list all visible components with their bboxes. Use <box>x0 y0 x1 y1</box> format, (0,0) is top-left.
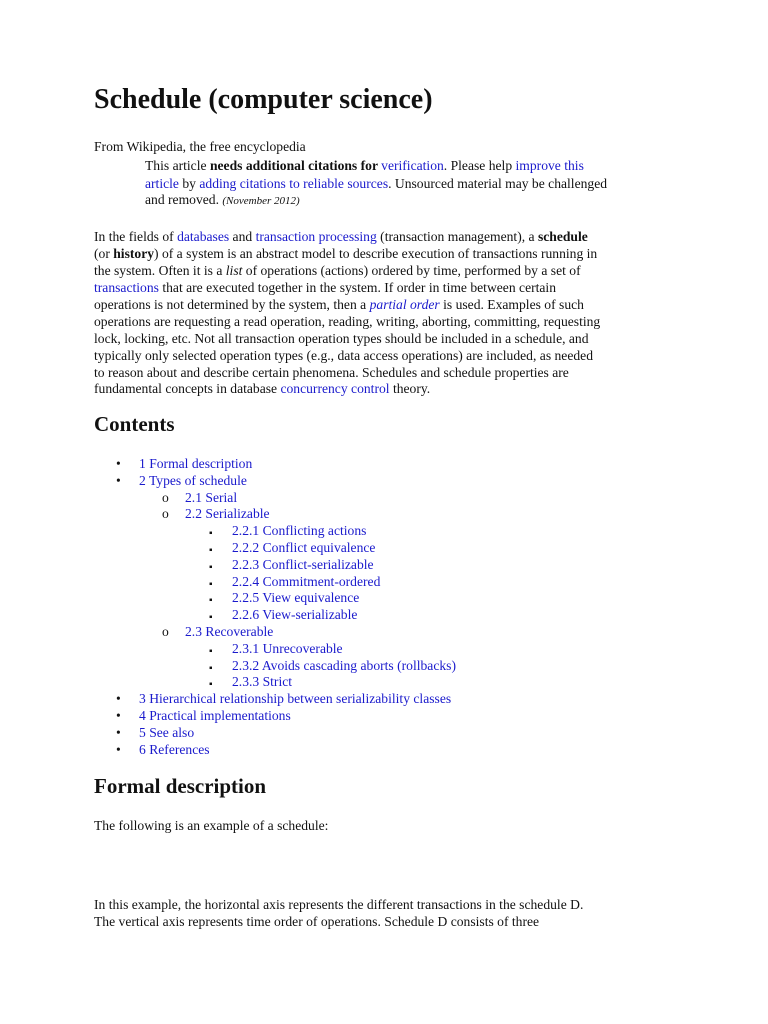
intro-text: that are executed together in the system. If order in time between certain <box>158 280 557 295</box>
toc-bullet: • <box>116 472 121 488</box>
toc-item-link[interactable]: 2.3.3 Strict <box>232 674 293 690</box>
toc-item-link[interactable]: 2.2.6 View-serializable <box>232 607 358 623</box>
toc-bullet: o <box>162 489 169 505</box>
intro-text: (or <box>94 246 114 261</box>
toc-item-link[interactable]: 6 References <box>139 741 210 757</box>
intro-line-9: to reason about and describe certain phenomena. Schedules and schedule properties are <box>94 365 569 380</box>
page-title: Schedule (computer science) <box>94 84 433 115</box>
schedule-term: schedule <box>537 229 588 244</box>
toc-item-link[interactable]: 2.2.3 Conflict-serializable <box>232 556 374 572</box>
intro-text: is used. Examples of such <box>439 297 584 312</box>
toc-bullet: ▪ <box>209 612 213 624</box>
toc-item-link[interactable]: 2.3.2 Avoids cascading aborts (rollbacks) <box>232 657 456 673</box>
toc-bullet: ▪ <box>209 561 213 573</box>
concurrency-control-link[interactable]: concurrency control <box>280 381 390 396</box>
notice-bold-text: needs additional citations for <box>209 158 382 173</box>
notice-text: . Unsourced material may be challenged <box>388 176 608 191</box>
partial-order-link[interactable]: partial order <box>369 297 440 312</box>
intro-text: of operations (actions) ordered by time, performed by a set of <box>242 263 581 278</box>
section-heading-formal-description: Formal description <box>94 774 267 798</box>
improve-article-link-cont[interactable]: article <box>145 176 179 191</box>
toc-item-link[interactable]: 2.3.1 Unrecoverable <box>232 640 343 656</box>
intro-line-7: lock, locking, etc. Not all transaction operation types should be included in a schedule, and <box>94 331 589 346</box>
toc-bullet: • <box>116 741 121 757</box>
notice-text: This article <box>145 158 210 173</box>
notice-date: (November 2012) <box>222 195 300 207</box>
intro-text: operations is not determined by the system, then a <box>94 297 370 312</box>
notice-line-1 <box>145 157 584 174</box>
toc-bullet: ▪ <box>209 545 213 556</box>
improve-article-link[interactable]: improve this <box>515 158 584 173</box>
databases-link[interactable]: databases <box>177 229 230 244</box>
intro-text: fundamental concepts in database <box>94 381 281 396</box>
toc-item-link[interactable]: 2.2.2 Conflict equivalence <box>232 540 376 555</box>
toc-item-link[interactable]: 3 Hierarchical relationship between serializability classes <box>139 691 452 707</box>
toc-item-link[interactable]: 2 Types of schedule <box>139 472 247 488</box>
formal-text-2: In this example, the horizontal axis represents the different transactions in the schedule D. <box>94 897 584 912</box>
intro-text: In the fields of <box>94 229 178 244</box>
history-term: history <box>113 246 155 261</box>
toc-bullet: o <box>162 506 169 522</box>
toc-item-link[interactable]: 2.2 Serializable <box>185 506 270 522</box>
toc-bullet: ▪ <box>209 662 213 674</box>
intro-text: ) of a system is an abstract model to describe execution of transactions running in <box>154 246 598 261</box>
notice-text: . Please help <box>443 158 516 173</box>
notice-line-3 <box>145 191 300 210</box>
toc-bullet: ▪ <box>209 578 213 590</box>
toc-item-link[interactable]: 5 See also <box>139 724 195 740</box>
verification-link[interactable]: verification <box>381 158 444 173</box>
intro-text: (transaction management), a <box>376 229 538 244</box>
intro-line-2 <box>94 245 597 262</box>
intro-line-5 <box>94 296 584 313</box>
adding-citations-link[interactable]: adding citations to reliable sources <box>199 176 389 191</box>
toc-item-link[interactable]: 1 Formal description <box>139 456 253 471</box>
toc-item-link[interactable]: 4 Practical implementations <box>139 708 291 723</box>
toc-bullet: • <box>116 724 121 740</box>
notice-line-2 <box>145 175 607 192</box>
toc-bullet: ▪ <box>209 645 213 657</box>
intro-line-4 <box>94 279 556 296</box>
intro-text: and <box>229 229 256 244</box>
toc-bullet: • <box>116 708 121 723</box>
list-term: list <box>225 263 243 278</box>
intro-line-3 <box>94 262 581 279</box>
toc-item-link[interactable]: 2.2.4 Commitment-ordered <box>232 573 381 589</box>
transaction-processing-link[interactable]: transaction processing <box>255 229 377 244</box>
formal-text-1: The following is an example of a schedule: <box>94 818 329 833</box>
intro-line-8: typically only selected operation types (e.g., data access operations) are included, as needed <box>94 348 593 363</box>
toc-item-link[interactable]: 2.3 Recoverable <box>185 624 274 639</box>
transactions-link[interactable]: transactions <box>94 280 159 295</box>
intro-line-6: operations are requesting a read operation, reading, writing, aborting, committing, requesting <box>94 314 601 329</box>
contents-heading: Contents <box>94 412 175 436</box>
toc-bullet: • <box>116 691 121 707</box>
notice-text: and removed. <box>145 192 223 207</box>
intro-line-10 <box>94 380 430 397</box>
formal-text-3: The vertical axis represents time order of operations. Schedule D consists of three <box>94 914 540 929</box>
toc-bullet: ▪ <box>209 595 213 607</box>
intro-text: the system. Often it is a <box>94 263 226 278</box>
intro-line-1 <box>94 228 588 245</box>
notice-text: by <box>178 176 200 191</box>
intro-text: theory. <box>389 381 431 396</box>
toc-bullet: ▪ <box>209 679 213 691</box>
tagline: From Wikipedia, the free encyclopedia <box>94 139 306 154</box>
toc-bullet: ▪ <box>209 528 213 540</box>
toc-bullet: o <box>162 624 169 639</box>
toc-bullet: • <box>116 456 121 471</box>
toc-item-link[interactable]: 2.2.1 Conflicting actions <box>232 523 367 539</box>
toc-item-link[interactable]: 2.2.5 View equivalence <box>232 590 360 606</box>
toc-item-link[interactable]: 2.1 Serial <box>185 489 238 505</box>
